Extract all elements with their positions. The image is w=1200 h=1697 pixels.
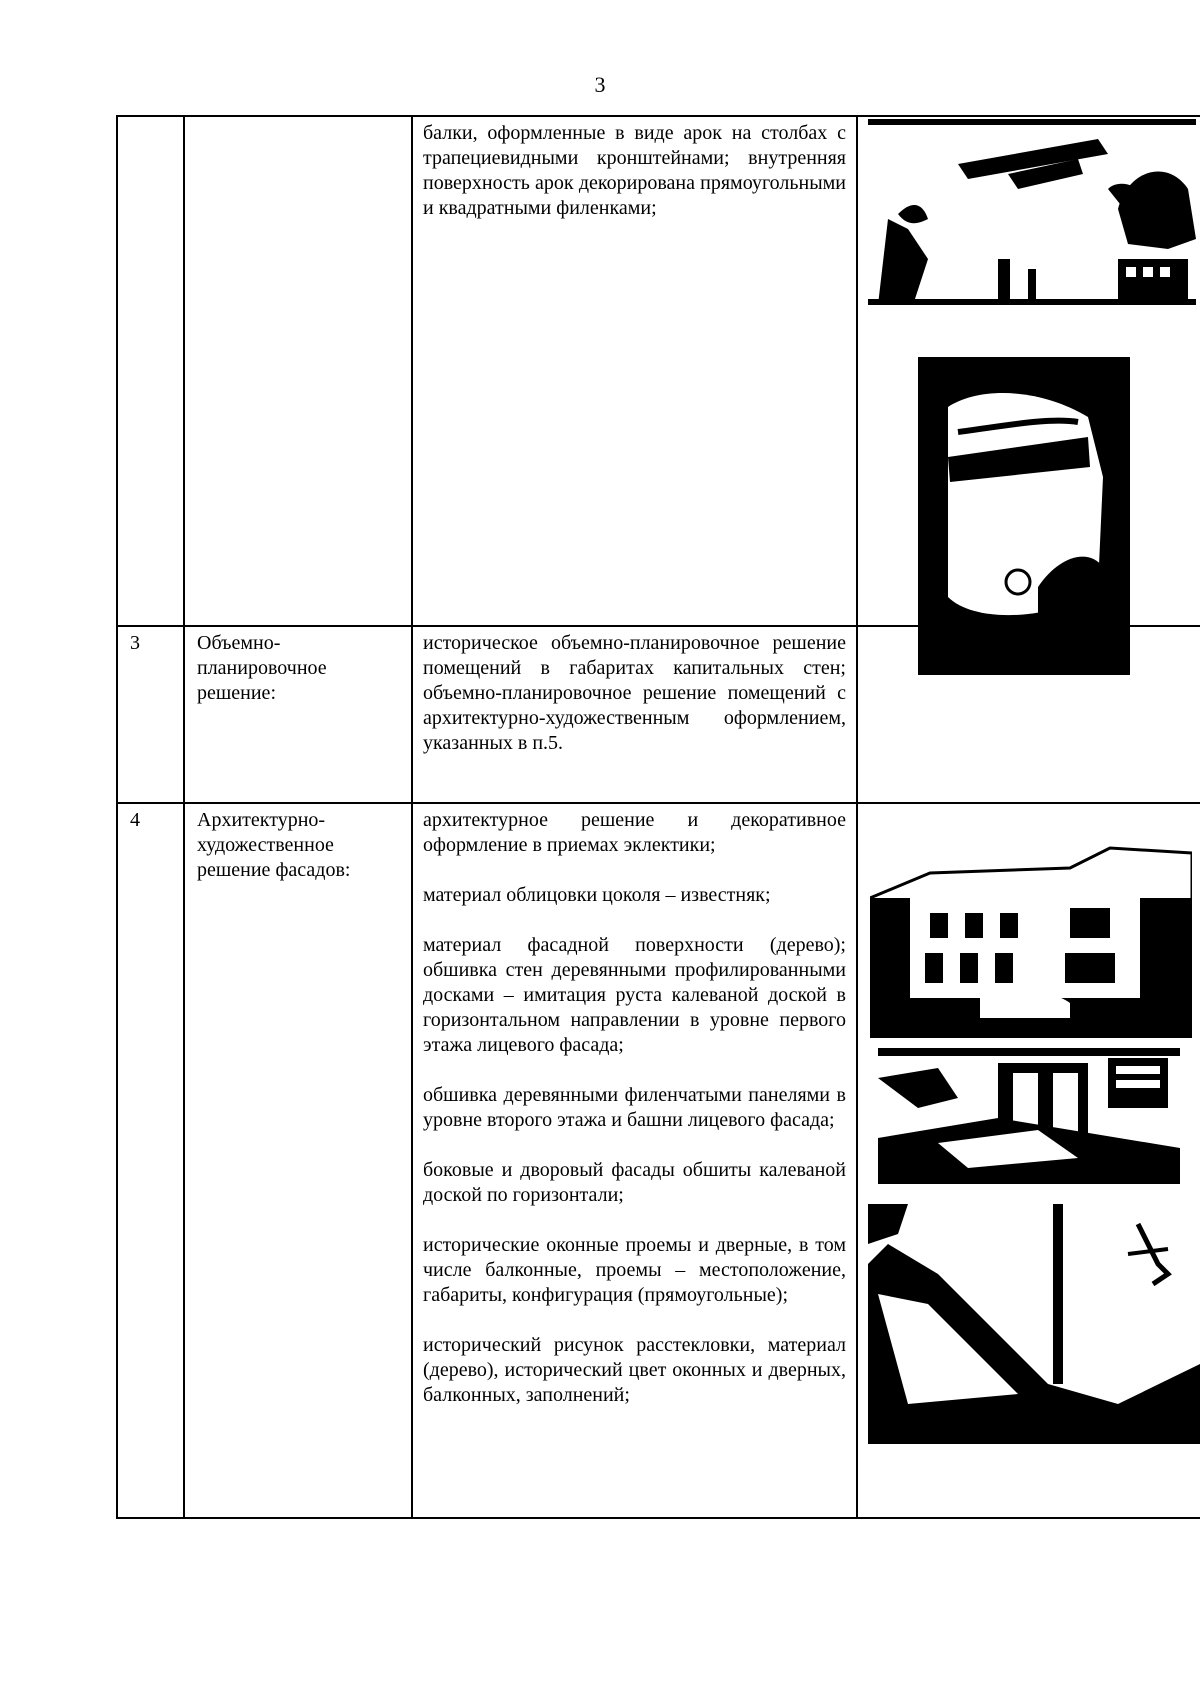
table-row [117,626,1200,803]
row-description [412,626,857,803]
row-number: 3 [117,626,184,803]
row-number [117,116,184,626]
description-paragraph: обшивка деревянными филенчатыми панелями в уровне второго этажа и башни лицевого фасада; [423,1084,846,1131]
row-photos-empty [857,626,1200,803]
description-paragraph: исторические оконные проемы и дверные, в том числе балконные, проемы – местоположение, габариты, конфигурация (прямоугольные); [423,1234,846,1306]
description-paragraph: исторический рисунок расстекловки, материал (дерево), исторический цвет оконных и дверных, балконных, заполнений; [423,1334,846,1406]
document-table [116,115,1200,1519]
description-paragraph: историческое объемно-планировочное решение помещений в габаритах капитальных стен; объемно-планировочное решение помещений с архитектурно-художественным оформлением, указанных в п.5. [423,632,846,754]
page-number: 3 [594,72,606,97]
row-photos [857,116,1200,626]
photo-side-facade [868,1204,1200,1444]
row-photos [857,803,1200,1518]
photo-interior-arches [868,119,1196,305]
table-row [117,803,1200,1518]
row-name: Объемно-планировочное решение: [184,626,412,803]
description-paragraph: архитектурное решение и декоративное оформление в приемах эклектики; [423,809,846,856]
photo-facade-street [870,838,1192,1038]
row-name [184,116,412,626]
row-description [412,803,857,1518]
description-paragraph: материал облицовки цоколя – известняк; [423,884,771,906]
row-description [412,116,857,626]
description-paragraph: балки, оформленные в виде арок на столбах с трапециевидными кронштейнами; внутренняя поверхность арок декорирована прямоугольными и квадратными филенками; [423,122,846,219]
row-number: 4 [117,803,184,1518]
table-row [117,116,1200,626]
photo-facade-detail [878,1048,1180,1184]
row-name: Архитектурно-художественное решение фасадов: [184,803,412,1518]
description-paragraph: материал фасадной поверхности (дерево); обшивка стен деревянными профилированными досками – имитация руста калеваной доской в горизонтальном направлении в уровне первого этажа лицевого фасада; [423,934,846,1056]
description-paragraph: боковые и дворовый фасады обшиты калеваной доской по горизонтали; [423,1159,846,1206]
